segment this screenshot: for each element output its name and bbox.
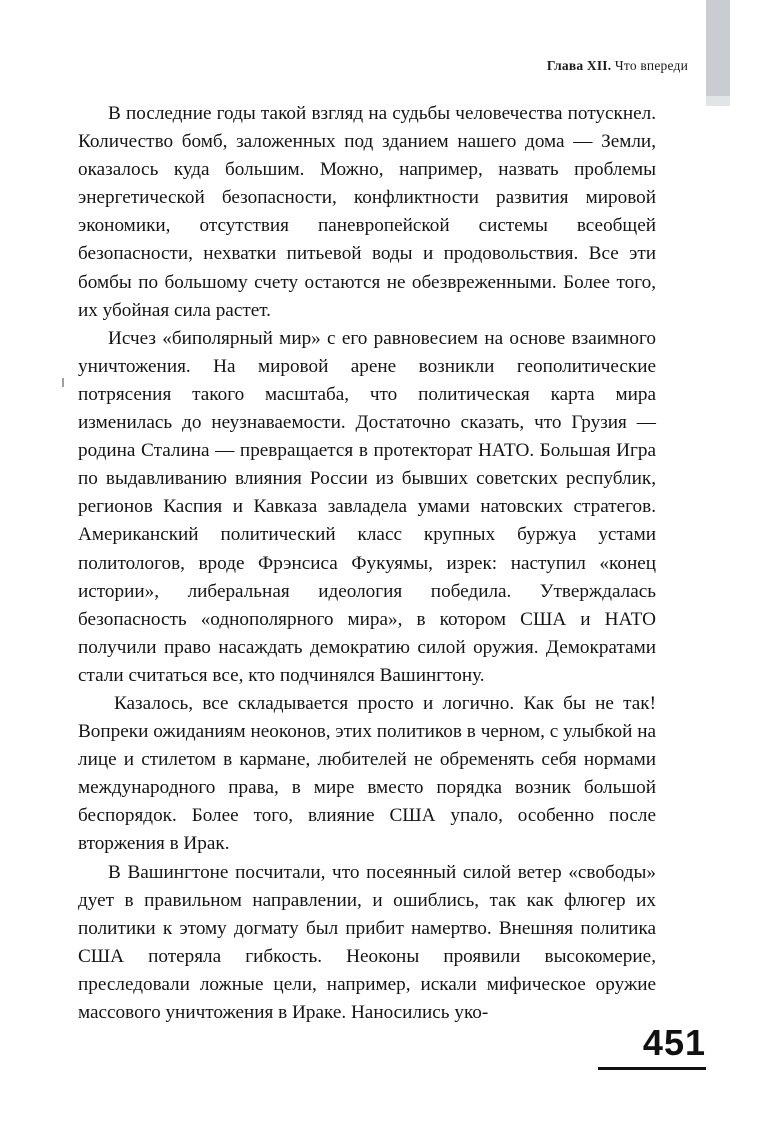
folio-rule: [598, 1067, 706, 1070]
page-folio: [598, 1022, 706, 1070]
paragraph: Исчез «биполярный мир» с его равновесием на основе взаимного уничтожения. На мировой арене возникли геополитические потрясения такого масштаба, что политическая карта мира изменилась до неузнаваемости. Достаточно сказать, что Грузия — родина Сталина — превращается в протекторат НАТО. Большая Игра по выдавливанию влияния России из бывших советских республик, регионов Каспия и Кавказа завладела умами натовских стратегов. Американский политический класс крупных буржуа устами политологов, вроде Фрэнсиса Фукуямы, изрек: наступил «конец истории», либеральная идеология победила. Утверждалась безопасность «однополярного мира», в котором США и НАТО получили право насаждать демократию силой оружия. Демократами стали считаться все, кто подчинялся Вашингтону.: [78, 327, 656, 686]
page-edge-marker-secondary: [706, 96, 730, 106]
paragraph: Казалось, все складывается просто и логично. Как бы не так! Вопреки ожиданиям неоконов, этих политиков в черном, с улыбкой на лице и стилетом в кармане, любителей не обременять себя нормами международного права, в мире вместо порядка возник большой беспорядок. Более того, влияние США упало, особенно после вторжения в Ирак.: [78, 692, 656, 855]
paragraph: В последние годы такой взгляд на судьбы человечества потускнел. Количество бомб, заложенных под зданием нашего дома — Земли, оказалось куда большим. Можно, например, назвать проблемы энергетической безопасности, конфликтности развития мировой экономики, отсутствия паневропейской системы всеобщей безопасности, нехватки питьевой воды и продовольствия. Все эти бомбы по большому счету остаются не обезвреженными. Более того, их убойная сила растет.: [78, 103, 656, 321]
running-head-chapter: Глава XII: [546, 58, 608, 73]
running-head-subtitle: Что впереди: [614, 58, 688, 73]
margin-mark: [62, 378, 64, 387]
page-number: 451: [642, 1022, 706, 1063]
page-edge-marker: [706, 0, 730, 96]
running-head-separator: .: [607, 58, 615, 73]
body-text: [78, 100, 656, 1027]
paragraph: В Вашингтоне посчитали, что посеянный силой ветер «свободы» дует в правильном направлении, и ошиблись, так как флюгер их политики к этому догмату был прибит намертво. Внешняя политика США потеряла гибкость. Неоконы проявили высокомерие, преследовали ложные цели, например, искали мифическое оружие массового уничтожения в Ираке. Наносились уко-: [78, 861, 656, 1023]
running-head: [547, 58, 688, 74]
